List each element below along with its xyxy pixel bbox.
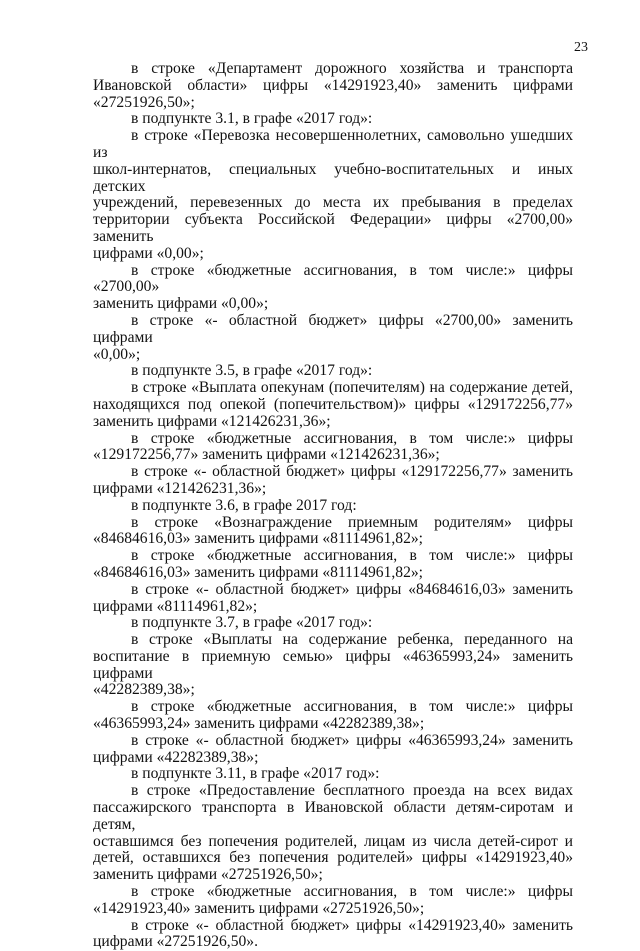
text-line: в строке «- областной бюджет» цифры «129172256,77» заменить [131, 463, 573, 481]
text-line: в строке «бюджетные ассигнования, в том числе:» цифры [131, 429, 573, 447]
text-line: «84684616,03» заменить цифрами «81114961,82»; [93, 530, 424, 548]
text-line: в строке «Перевозка несовершеннолетних, самовольно ушедших из [93, 127, 573, 161]
text-line: Ивановской области» цифры «14291923,40» заменить цифрами [93, 76, 573, 94]
text-line: заменить цифрами «0,00»; [93, 295, 269, 313]
text-line: детей, оставшихся без попечения родителей» цифры «14291923,40» [93, 849, 573, 867]
text-line: заменить цифрами «27251926,50»; [93, 866, 323, 884]
text-line: «14291923,40» заменить цифрами «27251926,50»; [93, 899, 425, 917]
text-line: воспитание в приемную семью» цифры «46365993,24» заменить цифрами [93, 647, 573, 682]
text-line: в подпункте 3.11, в графе «2017 год»: [131, 765, 380, 783]
document-body [93, 61, 573, 951]
text-line: в строке «Предоставление бесплатного проезда на всех видах [131, 782, 573, 800]
text-line: «0,00»; [93, 345, 141, 363]
text-line: цифрами «81114961,82»; [93, 597, 258, 615]
text-line: пассажирского транспорта в Ивановской области детям-сиротам и детям, [93, 799, 573, 833]
text-line: «42282389,38»; [93, 681, 195, 699]
text-line: в строке «Департамент дорожного хозяйства и транспорта [131, 60, 573, 77]
text-line: в строке «- областной бюджет» цифры «46365993,24» заменить [131, 731, 573, 749]
text-line: в строке «бюджетные ассигнования, в том числе:» цифры [131, 883, 573, 901]
text-line: в подпункте 3.7, в графе «2017 год»: [131, 614, 373, 632]
text-line: «129172256,77» заменить цифрами «121426231,36»; [93, 446, 440, 464]
text-line: в строке «Выплаты на содержание ребенка, переданного на [131, 631, 573, 649]
text-line: в подпункте 3.1, в графе «2017 год»: [131, 110, 373, 128]
text-line: в строке «- областной бюджет» цифры «84684616,03» заменить [131, 580, 573, 598]
text-line: цифрами «0,00»; [93, 244, 204, 262]
text-line: заменить цифрами «121426231,36»; [93, 412, 331, 430]
text-line: территории субъекта Российской Федерации» цифры «2700,00» заменить [93, 211, 573, 245]
text-line: «46365993,24» заменить цифрами «42282389,38»; [93, 715, 425, 733]
text-line: в подпункте 3.5, в графе «2017 год»: [131, 362, 373, 380]
text-line: «84684616,03» заменить цифрами «81114961,82»; [93, 563, 424, 581]
text-line: в строке «- областной бюджет» цифры «14291923,40» заменить [131, 916, 573, 934]
text-line: находящихся под опекой (попечительством)» цифры «129172256,77» [93, 395, 573, 413]
text-line: оставшимся без попечения родителей, лицам из числа детей-сирот и [93, 832, 573, 850]
text-line: в строке «Вознаграждение приемным родителям» цифры [131, 513, 573, 531]
text-line: в строке «Выплата опекунам (попечителям) на содержание детей, [131, 379, 573, 397]
text-line: цифрами «42282389,38»; [93, 748, 259, 766]
text-line: цифрами «121426231,36»; [93, 479, 267, 497]
text-line: в строке «бюджетные ассигнования, в том числе:» цифры [131, 698, 573, 716]
text-line: в строке «бюджетные ассигнования, в том числе:» цифры [131, 547, 573, 565]
page-number: 23 [574, 40, 588, 55]
text-line: «27251926,50»; [93, 93, 195, 111]
text-line: школ-интернатов, специальных учебно-воспитательных и иных детских [93, 160, 573, 195]
text-line: в подпункте 3.6, в графе 2017 год: [131, 496, 357, 514]
text-line: цифрами «27251926,50». [93, 933, 258, 951]
text-line: в строке «- областной бюджет» цифры «2700,00» заменить цифрами [93, 311, 573, 346]
text-line: учреждений, перевезенных до места их пребывания в пределах [93, 194, 573, 212]
text-line: в строке «бюджетные ассигнования, в том числе:» цифры «2700,00» [93, 261, 573, 296]
